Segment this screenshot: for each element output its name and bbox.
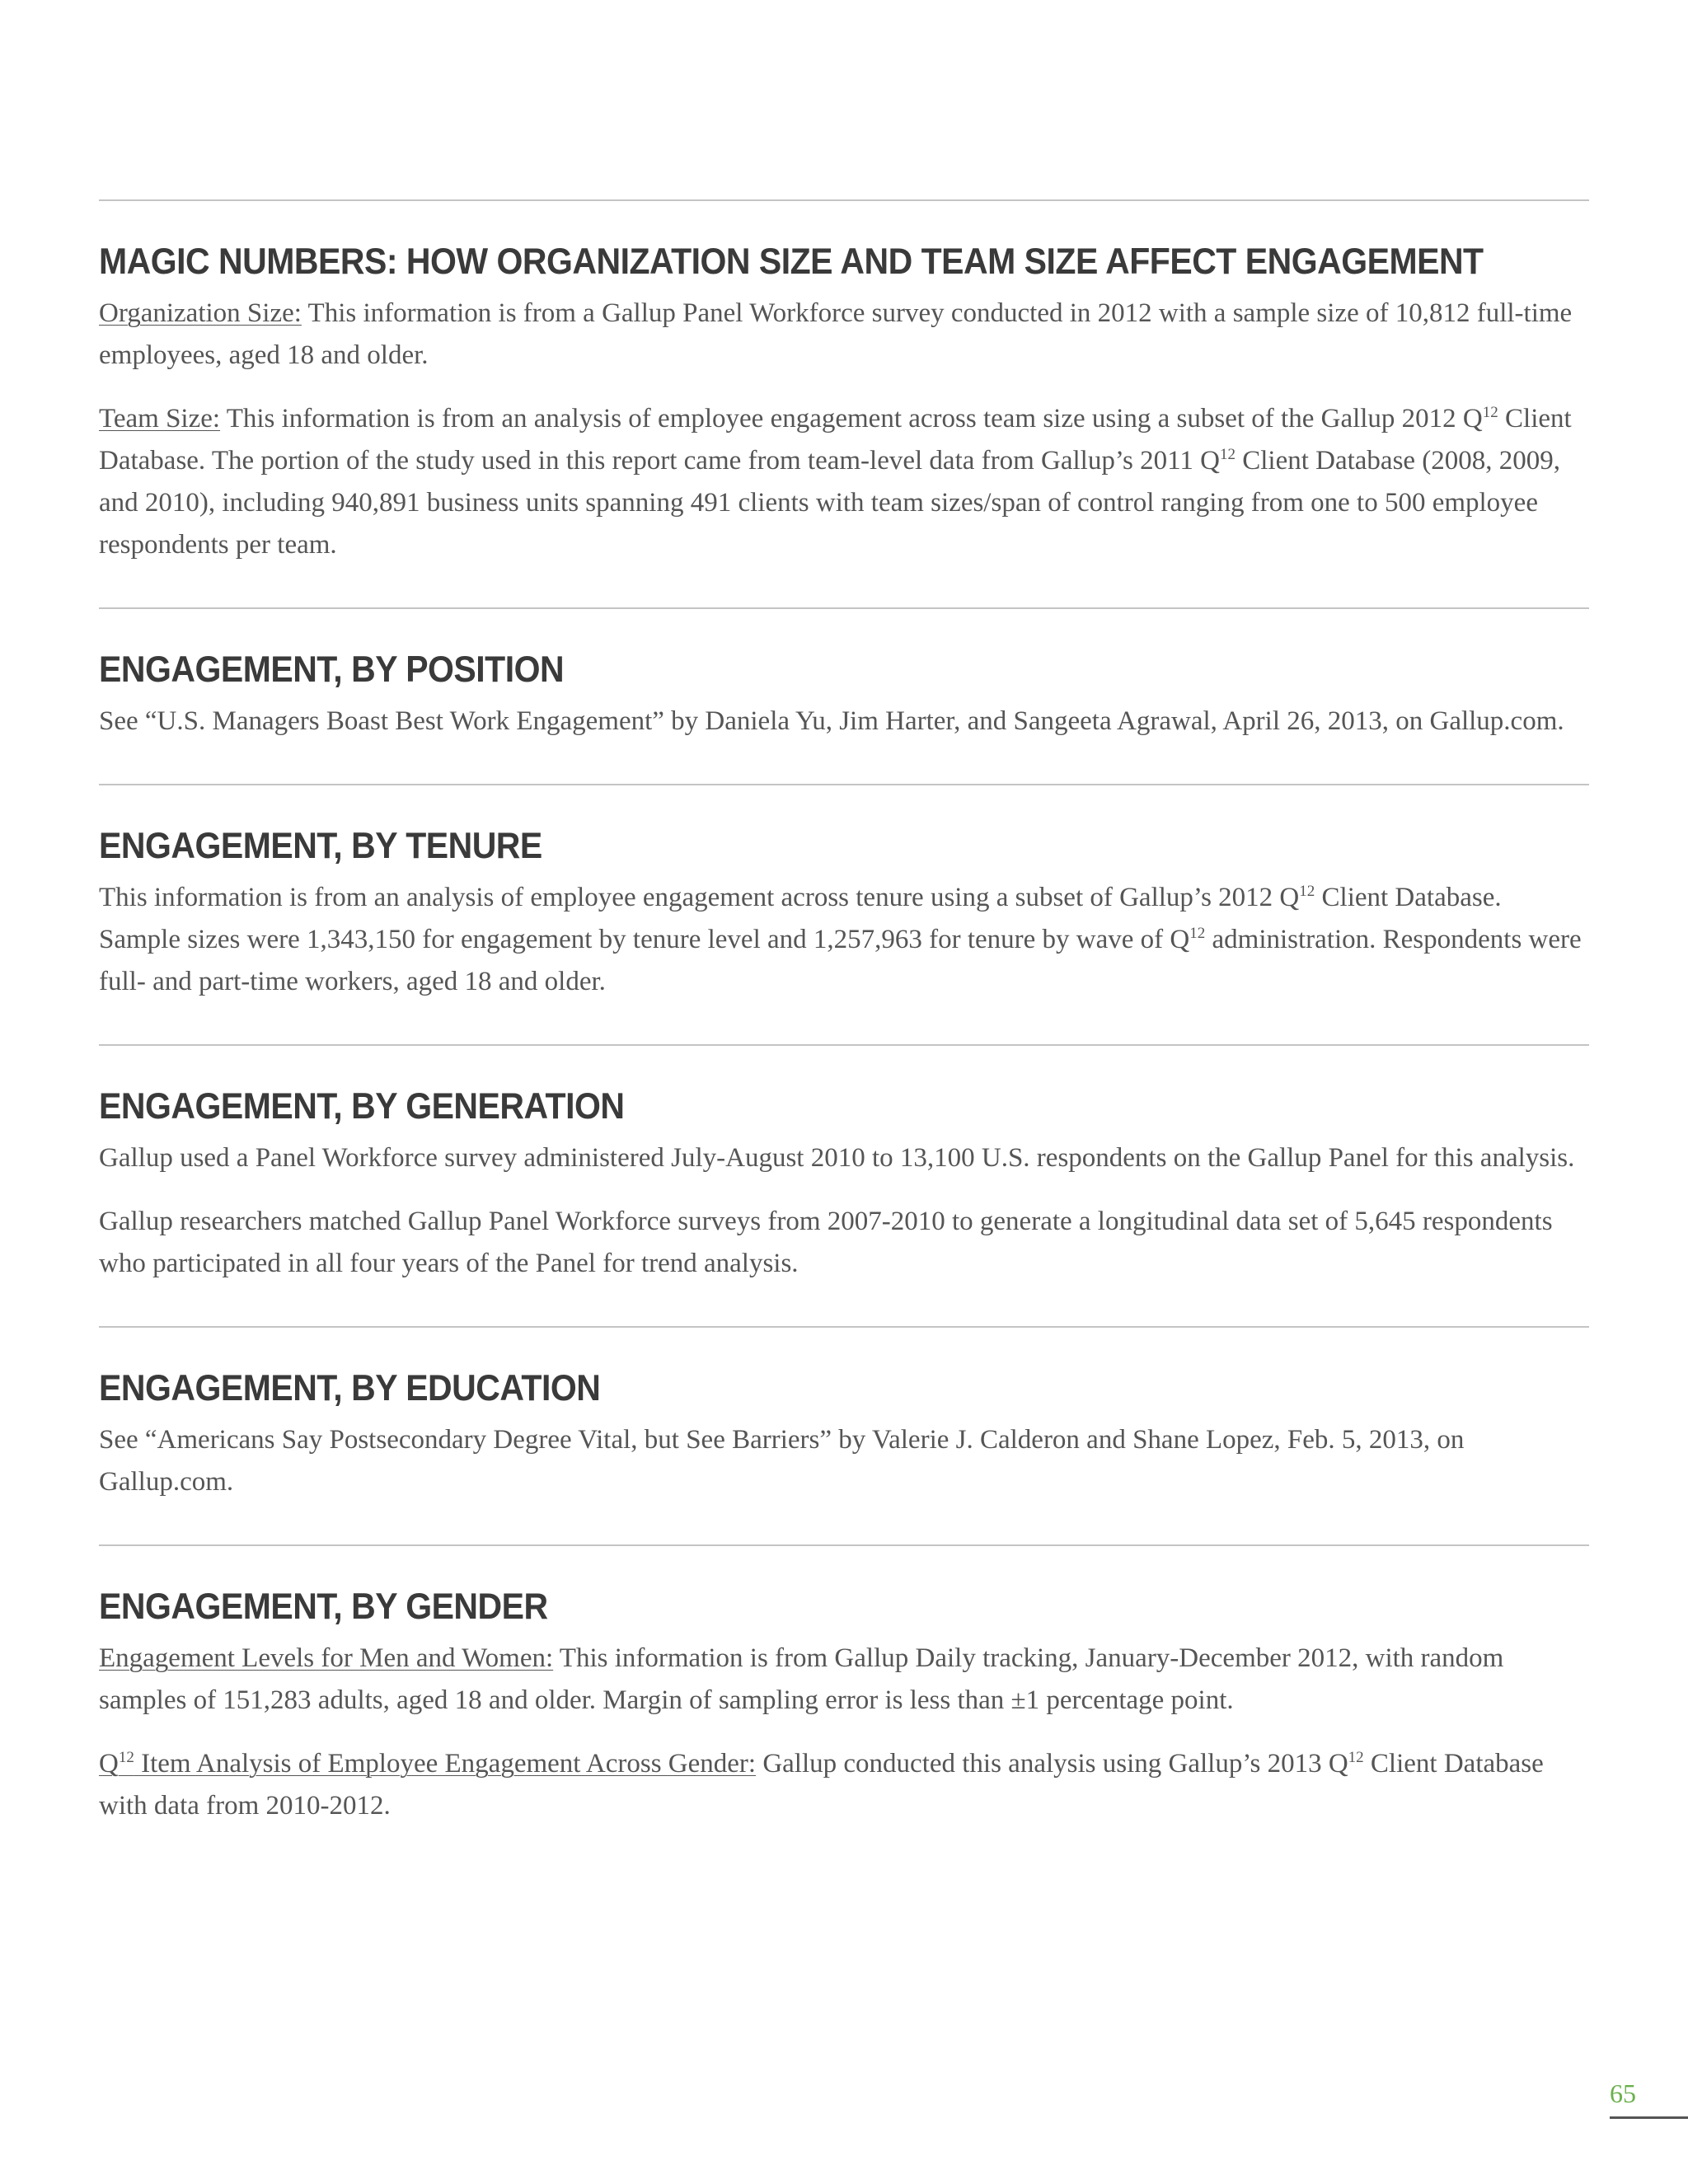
item-analysis-label	[99, 1749, 756, 1779]
section-heading: ENGAGEMENT, BY POSITION	[99, 649, 565, 690]
q12-superscript: 12	[1299, 883, 1315, 900]
team-size-paragraph	[99, 398, 1589, 566]
tenure-text: administration. Respondents were full- and part-time workers, aged 18 and older.	[99, 925, 1582, 996]
section-heading: ENGAGEMENT, BY EDUCATION	[99, 1367, 601, 1408]
section-gender	[99, 1544, 1589, 1868]
item-analysis-text: Client Database with data from 2010-2012.	[99, 1749, 1544, 1821]
q12-superscript: 12	[118, 1749, 134, 1766]
team-size-text: This information is from an analysis of employee engagement across team size using a subset of the Gallup 2012 Q	[220, 404, 1483, 434]
q12-superscript: 12	[1482, 404, 1498, 421]
section-heading: ENGAGEMENT, BY GENERATION	[99, 1085, 625, 1127]
section-tenure	[99, 784, 1589, 1044]
tenure-text: This information is from an analysis of employee engagement across tenure using a subset of Gallup’s 2012 Q	[99, 883, 1300, 912]
q12-superscript: 12	[1189, 925, 1206, 942]
team-size-text: Client Database. The portion of the study used in this report came from team-level data from Gallup’s 2011 Q	[99, 404, 1572, 476]
organization-size-label: Organization Size:	[99, 298, 302, 328]
generation-paragraph-1: Gallup used a Panel Workforce survey administered July-August 2010 to 13,100 U.S. respondents on the Gallup Panel for this analysis.	[99, 1143, 1575, 1173]
organization-size-paragraph	[99, 293, 1589, 377]
page-number: 65	[1610, 2079, 1636, 2108]
section-magic-numbers	[99, 199, 1589, 607]
section-position	[99, 607, 1589, 784]
organization-size-text: This information is from a Gallup Panel Workforce survey conducted in 2012 with a sample size of 10,812 full-time employees, aged 18 and older.	[99, 298, 1573, 370]
section-generation	[99, 1044, 1589, 1326]
section-heading: MAGIC NUMBERS: HOW ORGANIZATION SIZE AND TEAM SIZE AFFECT ENGAGEMENT	[99, 241, 1484, 282]
page-content	[99, 199, 1589, 1868]
generation-paragraph-2: Gallup researchers matched Gallup Panel Workforce surveys from 2007-2010 to generate a longitudinal data set of 5,645 respondents who participated in all four years of the Panel for trend analysis.	[99, 1207, 1553, 1278]
section-heading: ENGAGEMENT, BY TENURE	[99, 825, 542, 866]
education-paragraph: See “Americans Say Postsecondary Degree Vital, but See Barriers” by Valerie J. Calderon and Shane Lopez, Feb. 5, 2013, on Gallup.com.	[99, 1425, 1465, 1497]
section-heading: ENGAGEMENT, BY GENDER	[99, 1586, 548, 1627]
position-paragraph: See “U.S. Managers Boast Best Work Engagement” by Daniela Yu, Jim Harter, and Sangeeta Agrawal, April 26, 2013, on Gallup.com.	[99, 706, 1564, 736]
tenure-text: Client Database. Sample sizes were 1,343,150 for engagement by tenure level and 1,257,963 for tenure by wave of Q	[99, 883, 1502, 954]
item-analysis-text: Gallup conducted this analysis using Gallup’s 2013 Q	[756, 1749, 1348, 1779]
engagement-levels-paragraph	[99, 1638, 1589, 1722]
engagement-levels-text: This information is from Gallup Daily tracking, January-December 2012, with random samples of 151,283 adults, aged 18 and older. Margin of sampling error is less than ±1 percentage point.	[99, 1643, 1504, 1715]
section-education	[99, 1326, 1589, 1544]
item-analysis-label-rest: Item Analysis of Employee Engagement Across Gender:	[134, 1749, 757, 1779]
item-analysis-label-q: Q	[99, 1749, 119, 1779]
engagement-levels-label: Engagement Levels for Men and Women:	[99, 1643, 554, 1673]
team-size-text: Client Database (2008, 2009, and 2010), including 940,891 business units spanning 491 clients with team sizes/span of control ranging from one to 500 employee respondents per team.	[99, 446, 1561, 560]
q12-superscript: 12	[1219, 446, 1236, 463]
q12-superscript: 12	[1348, 1749, 1364, 1766]
team-size-label: Team Size:	[99, 404, 221, 434]
item-analysis-paragraph	[99, 1743, 1589, 1827]
tenure-paragraph	[99, 877, 1589, 1003]
page-number-rule	[1610, 2116, 1688, 2119]
